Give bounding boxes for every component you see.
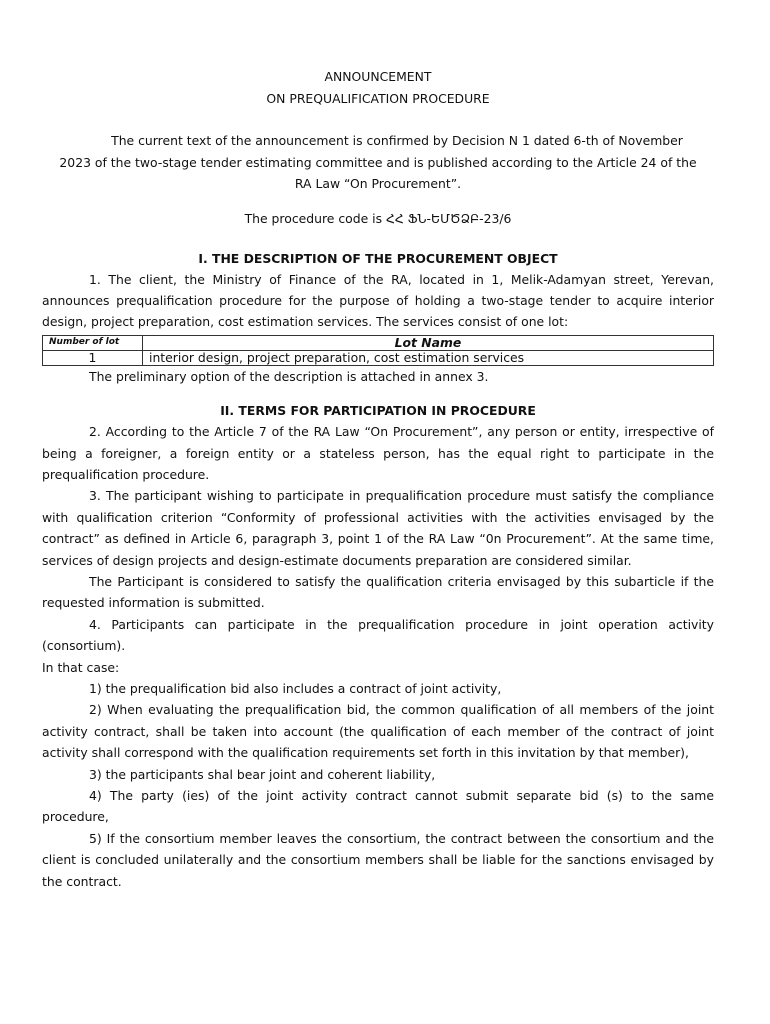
paragraph-4: 4. Participants can participate in the prequalification procedure in joint operation activity (consortium). bbox=[42, 616, 714, 654]
table-row bbox=[43, 350, 714, 365]
announcement-title: ANNOUNCEMENT bbox=[324, 69, 432, 84]
lots-table bbox=[42, 335, 714, 366]
list-item: 2) When evaluating the prequalification bid, the common qualification of all members of the joint activity contract, shall be taken into account (the qualification of each member of the contract of joint activity shall correspond with the qualification requirements set forth in this invitation by that member), bbox=[42, 702, 714, 761]
announcement-subtitle: ON PREQUALIFICATION PROCEDURE bbox=[266, 91, 490, 106]
in-that-case-label: In that case: bbox=[42, 659, 120, 675]
lot-name: interior design, project preparation, cost estimation services bbox=[143, 350, 714, 365]
intro-line-2: 2023 of the two-stage tender estimating committee and is published according to the Article 24 of the bbox=[59, 154, 697, 170]
list-item: 5) If the consortium member leaves the consortium, the contract between the consortium and the client is concluded unilaterally and the consortium members shall be liable for the sanctions envisaged by the contract. bbox=[42, 830, 714, 889]
list-item: 1) the prequalification bid also includes a contract of joint activity, bbox=[89, 681, 502, 696]
annex-note: The preliminary option of the description is attached in annex 3. bbox=[89, 368, 489, 384]
section-2-heading: II. TERMS FOR PARTICIPATION IN PROCEDURE bbox=[220, 403, 536, 419]
list-item: 4) The party (ies) of the joint activity contract cannot submit separate bid (s) to the same procedure, bbox=[42, 788, 714, 825]
paragraph-2: 2. According to the Article 7 of the RA Law “On Procurement”, any person or entity, irrespective of being a foreigner, a foreign entity or a stateless person, has the equal right to participate in the prequalification procedure. bbox=[42, 424, 714, 482]
paragraph-3: 3. The participant wishing to participate in prequalification procedure must satisfy the compliance with qualification criterion “Conformity of professional activities with the activities envisaged by the contract” as defined in Article 6, paragraph 3, point 1 of the RA Law “0n Procurement”. At the same time, services of design projects and design-estimate documents preparation are considered similar. bbox=[42, 488, 714, 568]
lot-number: 1 bbox=[43, 350, 143, 365]
section-1-paragraph-1: 1. The client, the Ministry of Finance of the RA, located in 1, Melik-Adamyan street, Yerevan, announces prequalification procedure for the purpose of holding a two-stage tender to acquire interior design, project preparation, cost estimation services. The services consist of one lot: bbox=[42, 271, 714, 330]
paragraph-3-note: The Participant is considered to satisfy the qualification criteria envisaged by this subarticle if the requested information is submitted. bbox=[42, 573, 714, 611]
intro-text bbox=[42, 130, 714, 195]
intro-line-1: The current text of the announcement is confirmed by Decision N 1 dated 6-th of November bbox=[111, 133, 683, 148]
intro-line-3: RA Law “On Procurement”. bbox=[294, 176, 462, 191]
lots-header-number: Number of lot bbox=[43, 335, 143, 350]
document-page bbox=[42, 66, 714, 892]
lots-header-name: Lot Name bbox=[143, 335, 714, 350]
procedure-code: The procedure code is ՀՀ ՖՆ-ԵՄԾՁԲ-23/6 bbox=[244, 210, 512, 226]
list-item: 3) the participants shal bear joint and coherent liability, bbox=[89, 766, 436, 782]
section-1-heading: I. THE DESCRIPTION OF THE PROCUREMENT OBJECT bbox=[198, 250, 558, 266]
lots-table-header bbox=[43, 335, 714, 350]
